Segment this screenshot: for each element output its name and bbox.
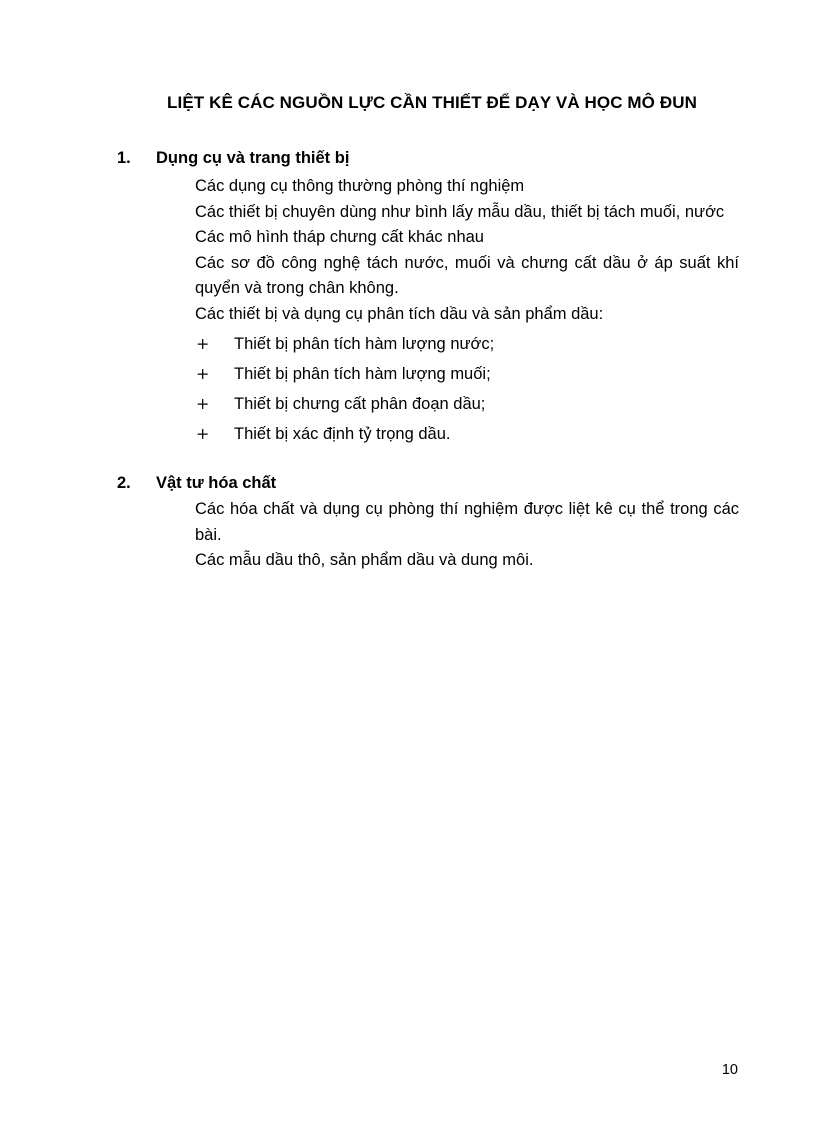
section-title: Dụng cụ và trang thiết bị — [156, 149, 350, 167]
list-item — [195, 329, 739, 359]
page-title: LIỆT KÊ CÁC NGUỒN LỰC CẦN THIẾT ĐỂ DẠY VÀ HỌC MÔ ĐUN — [167, 93, 697, 112]
section-heading — [117, 146, 739, 170]
list-item — [195, 389, 739, 419]
page-number: 10 — [721, 1062, 738, 1078]
plus-bullet-icon: + — [196, 424, 210, 443]
list-item — [195, 419, 739, 449]
paragraph: Các thiết bị và dụng cụ phân tích dầu và sản phẩm dầu: — [195, 304, 604, 323]
paragraph: Các mô hình tháp chưng cất khác nhau — [195, 228, 484, 246]
list-item-text: Thiết bị xác định tỷ trọng dầu. — [234, 425, 451, 443]
paragraph: Các thiết bị chuyên dùng như bình lấy mẫu dầu, thiết bị tách muối, nước — [195, 202, 725, 221]
paragraph: Các dụng cụ thông thường phòng thí nghiệm — [195, 177, 525, 195]
plus-bullet-icon: + — [196, 334, 210, 353]
list-item — [195, 359, 739, 389]
section-equipment — [117, 146, 739, 449]
paragraph: Các hóa chất và dụng cụ phòng thí nghiệm được liệt kê cụ thể trong các bài. — [195, 500, 739, 544]
plus-bullet-icon: + — [196, 394, 210, 413]
section-number: 1. — [117, 149, 131, 167]
list-item-text: Thiết bị phân tích hàm lượng nước; — [234, 335, 495, 353]
paragraph: Các sơ đồ công nghệ tách nước, muối và chưng cất dầu ở áp suất khí quyển và trong chân không. — [195, 253, 739, 297]
paragraph: Các mẫu dầu thô, sản phẩm dầu và dung môi. — [195, 551, 534, 569]
list-item-text: Thiết bị chưng cất phân đoạn dầu; — [234, 395, 486, 413]
plus-bullet-icon: + — [196, 364, 210, 383]
list-item-text: Thiết bị phân tích hàm lượng muối; — [234, 365, 491, 383]
section-heading — [117, 471, 739, 495]
section-title: Vật tư hóa chất — [156, 474, 277, 492]
section-number: 2. — [117, 474, 131, 492]
section-materials — [117, 471, 739, 574]
